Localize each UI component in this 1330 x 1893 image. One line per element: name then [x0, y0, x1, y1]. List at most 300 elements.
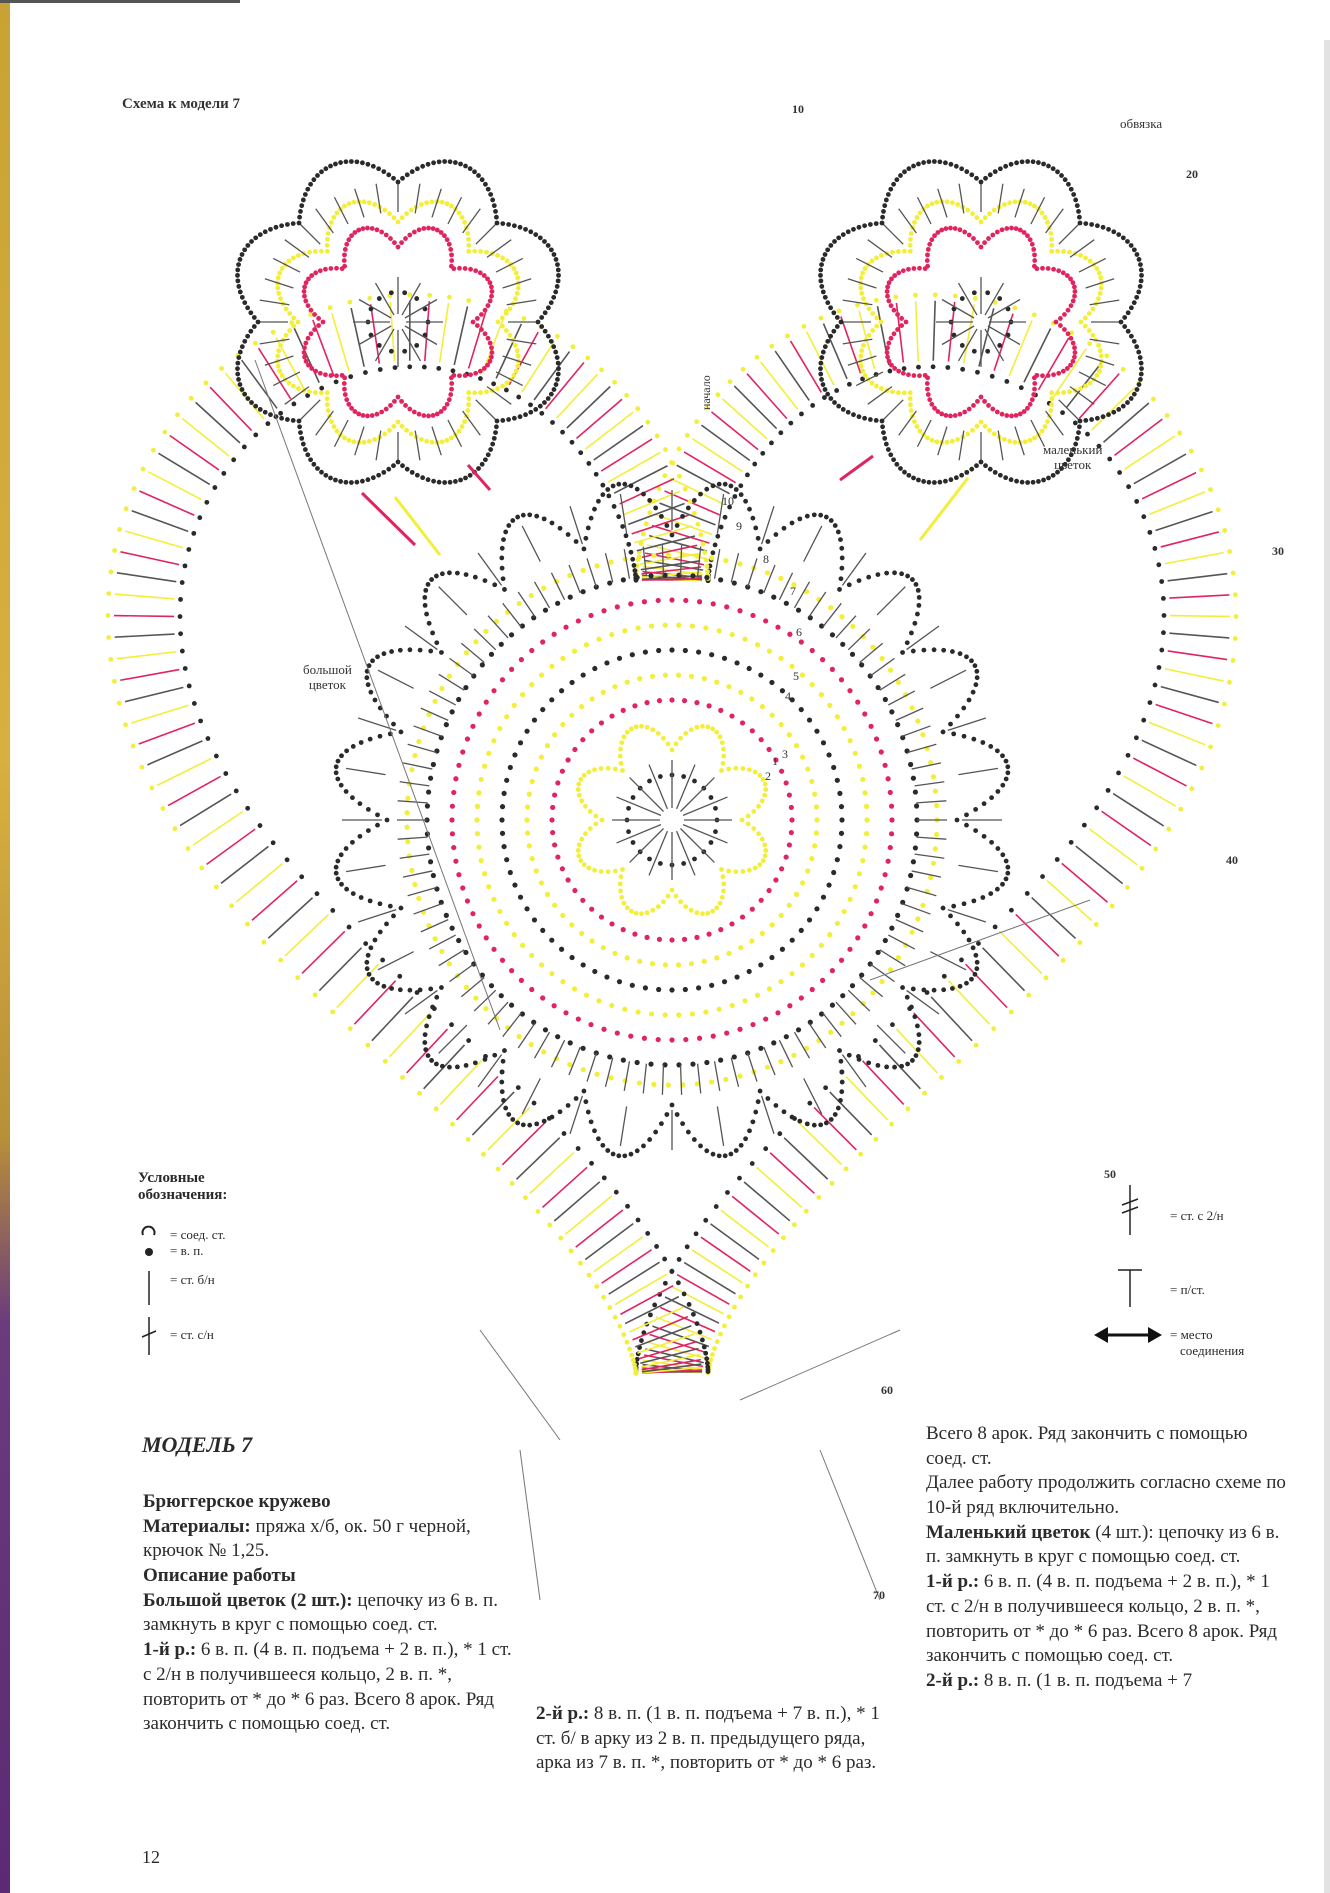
chain-dot	[726, 951, 731, 956]
chain-dot	[486, 751, 491, 756]
chain-dot	[962, 410, 967, 415]
chain-dot	[882, 872, 887, 877]
band-dot	[873, 1137, 878, 1142]
chain-dot	[280, 373, 285, 378]
chain-dot	[934, 803, 939, 808]
chain-dot	[458, 478, 463, 483]
chain-dot	[416, 739, 421, 744]
chain-dot	[964, 981, 969, 986]
chain-dot	[303, 341, 308, 346]
chain-dot	[276, 348, 281, 353]
chain-dot	[975, 960, 980, 965]
chain-dot	[491, 947, 496, 952]
chain-dot	[599, 869, 604, 874]
chain-dot	[674, 894, 679, 899]
chain-dot	[542, 239, 547, 244]
chain-dot	[368, 898, 373, 903]
chain-dot	[634, 724, 639, 729]
chain-dot	[449, 204, 454, 209]
chain-dot	[596, 1136, 601, 1141]
chain-dot	[404, 428, 409, 433]
band-dot	[1078, 940, 1083, 945]
chain-dot	[812, 512, 817, 517]
chain-dot	[555, 355, 560, 360]
band-stitch	[711, 1224, 759, 1259]
chain-dot	[402, 290, 407, 295]
chain-dot	[555, 284, 560, 289]
chain-dot	[879, 749, 884, 754]
chain-dot	[895, 312, 900, 317]
chain-dot	[905, 640, 910, 645]
chain-dot	[277, 271, 282, 276]
band-dot	[632, 1362, 637, 1367]
stitch-stroke	[715, 1061, 720, 1091]
chain-dot	[983, 215, 988, 220]
band-stitch	[457, 1076, 498, 1119]
band-dot	[1227, 549, 1232, 554]
chain-dot	[706, 932, 711, 937]
band-stitch	[747, 374, 787, 419]
chain-dot	[723, 1077, 728, 1082]
band-dot	[1013, 306, 1018, 311]
chain-dot	[629, 483, 634, 488]
chain-dot	[367, 200, 372, 205]
chain-dot	[599, 766, 604, 771]
chain-dot	[426, 1053, 431, 1058]
chain-dot	[870, 645, 875, 650]
chain-dot	[335, 777, 340, 782]
chain-dot	[805, 1121, 810, 1126]
chain-dot	[426, 162, 431, 167]
chain-dot	[821, 257, 826, 262]
chain-dot	[579, 837, 584, 842]
chain-dot	[884, 198, 889, 203]
band-stitch	[615, 1274, 667, 1304]
chain-dot	[874, 418, 879, 423]
band-dot	[1140, 866, 1145, 871]
chain-dot	[349, 159, 354, 164]
chain-dot	[1087, 328, 1092, 333]
chain-dot	[1088, 259, 1093, 264]
chain-dot	[538, 235, 543, 240]
chain-dot	[280, 266, 285, 271]
chain-dot	[545, 743, 550, 748]
paragraph	[143, 1589, 518, 1638]
band-dot	[231, 457, 236, 462]
chain-dot	[347, 438, 352, 443]
chain-dot	[720, 740, 725, 745]
chain-dot	[711, 601, 716, 606]
chain-dot	[819, 377, 824, 382]
chain-dot	[586, 1110, 591, 1115]
chain-dot	[596, 499, 601, 504]
chain-dot	[637, 676, 642, 681]
chain-dot	[732, 580, 737, 585]
band-stitch	[120, 552, 179, 565]
band-dot	[816, 1195, 821, 1200]
stitch-stroke	[378, 670, 414, 688]
chain-dot	[1076, 209, 1081, 214]
chain-dot	[750, 613, 755, 618]
chain-dot	[311, 462, 316, 467]
band-dot	[691, 1312, 696, 1317]
chain-dot	[847, 688, 852, 693]
chain-dot	[242, 300, 247, 305]
chain-dot	[235, 361, 240, 366]
chain-dot	[335, 429, 340, 434]
chain-dot	[1106, 412, 1111, 417]
chain-dot	[417, 412, 422, 417]
stitch-stroke	[448, 420, 462, 447]
chain-dot	[431, 873, 436, 878]
chain-dot	[549, 300, 554, 305]
chain-dot	[879, 386, 884, 391]
chain-dot	[882, 436, 887, 441]
chain-dot	[483, 1057, 488, 1062]
chain-dot	[466, 402, 471, 407]
stitch-stroke	[414, 726, 442, 736]
chain-dot	[1095, 416, 1100, 421]
chain-dot	[540, 928, 545, 933]
chain-dot	[650, 908, 655, 913]
chain-dot	[574, 539, 579, 544]
chain-dot	[824, 515, 829, 520]
chain-dot	[990, 407, 995, 412]
chain-dot	[739, 492, 744, 497]
stitch-stroke	[888, 691, 914, 705]
chain-dot	[249, 400, 254, 405]
join-arrow	[920, 478, 968, 540]
chain-dot	[504, 328, 509, 333]
chain-dot	[837, 844, 842, 849]
chain-dot	[663, 673, 668, 678]
stitch-stroke	[915, 854, 945, 858]
chain-dot	[609, 921, 614, 926]
chain-dot	[335, 211, 340, 216]
chain-dot	[1083, 418, 1088, 423]
band-dot	[330, 908, 335, 913]
chain-dot	[399, 240, 404, 245]
chain-dot	[399, 730, 404, 735]
band-dot	[677, 1257, 682, 1262]
chain-dot	[901, 371, 906, 376]
chain-dot	[365, 966, 370, 971]
chain-dot	[980, 895, 985, 900]
chain-dot	[819, 355, 824, 360]
chain-dot	[925, 252, 930, 257]
chain-dot	[757, 862, 762, 867]
band-dot	[888, 369, 893, 374]
chain-dot	[407, 407, 412, 412]
chain-dot	[997, 343, 1002, 348]
chain-dot	[342, 204, 347, 209]
chain-dot	[882, 763, 887, 768]
chain-dot	[504, 714, 509, 719]
chain-dot	[1056, 268, 1061, 273]
chain-dot	[656, 904, 661, 909]
chain-dot	[891, 182, 896, 187]
chain-dot	[794, 892, 799, 897]
chain-dot	[711, 1034, 716, 1039]
chain-dot	[1032, 252, 1037, 257]
chain-dot	[886, 776, 891, 781]
chain-dot	[434, 748, 439, 753]
band-stitch	[701, 425, 749, 460]
model-title: МОДЕЛЬ 7	[142, 1432, 253, 1457]
small-flower-label-line1: маленький	[1043, 442, 1103, 457]
chain-dot	[368, 945, 373, 950]
chain-dot	[499, 993, 504, 998]
band-dot	[1177, 430, 1182, 435]
stitch-stroke	[880, 950, 905, 966]
chain-dot	[235, 366, 240, 371]
chain-dot	[412, 230, 417, 235]
chain-dot	[1049, 249, 1054, 254]
chain-dot	[404, 810, 409, 815]
stitch-stroke	[448, 197, 462, 224]
chain-dot	[475, 316, 480, 321]
stitch-stroke	[551, 1040, 564, 1067]
chain-dot	[612, 684, 617, 689]
chain-dot	[895, 327, 900, 332]
chain-dot	[868, 724, 873, 729]
band-stitch	[1170, 616, 1230, 617]
chain-dot	[767, 986, 772, 991]
band-dot	[1189, 449, 1194, 454]
chain-dot	[941, 730, 946, 735]
chain-dot	[913, 845, 918, 850]
chain-dot	[448, 247, 453, 252]
chain-dot	[902, 169, 907, 174]
chain-dot	[805, 868, 810, 873]
chain-dot	[379, 230, 384, 235]
chain-dot	[740, 914, 745, 919]
chain-dot	[720, 895, 725, 900]
legend-title	[138, 1170, 227, 1205]
chain-dot	[948, 722, 953, 727]
chain-dot	[318, 268, 323, 273]
chain-dot	[550, 805, 555, 810]
chain-dot	[445, 237, 450, 242]
chain-dot	[918, 211, 923, 216]
chain-dot	[403, 403, 408, 408]
chain-dot	[1004, 226, 1009, 231]
chain-dot	[925, 387, 930, 392]
chain-dot	[675, 523, 680, 528]
chain-dot	[238, 257, 243, 262]
chain-dot	[1121, 404, 1126, 409]
chain-dot	[683, 598, 688, 603]
chain-dot	[484, 389, 489, 394]
chain-dot	[240, 252, 245, 257]
band-stitch	[440, 1061, 481, 1105]
chain-dot	[473, 1060, 478, 1065]
band-stitch	[1076, 846, 1123, 884]
chain-dot	[921, 479, 926, 484]
stitch-stroke	[535, 1032, 550, 1058]
chain-dot	[569, 922, 574, 927]
band-stitch	[948, 981, 989, 1025]
chain-dot	[703, 1009, 708, 1014]
chain-dot	[757, 773, 762, 778]
paragraph	[926, 1471, 1291, 1520]
chain-dot	[723, 482, 728, 487]
chain-dot	[847, 1053, 852, 1058]
stitch-stroke	[643, 1064, 646, 1094]
stitch-stroke	[403, 871, 432, 877]
chain-dot	[334, 770, 339, 775]
chain-dot	[581, 672, 586, 677]
chain-dot	[703, 625, 708, 630]
band-dot	[1032, 312, 1037, 317]
band-dot	[117, 527, 122, 532]
band-dot	[1106, 788, 1111, 793]
chain-dot	[960, 343, 965, 348]
chain-dot	[1018, 412, 1023, 417]
chain-dot	[669, 1037, 674, 1042]
chain-dot	[473, 639, 478, 644]
chain-dot	[553, 350, 558, 355]
chain-dot	[964, 169, 969, 174]
chain-dot	[578, 777, 583, 782]
chain-dot	[653, 1130, 658, 1135]
stitch-stroke	[662, 1065, 663, 1095]
chain-dot	[447, 961, 452, 966]
chain-dot	[1078, 386, 1083, 391]
chain-dot	[492, 203, 497, 208]
chain-dot	[325, 237, 330, 242]
chain-dot	[718, 927, 723, 932]
band-dot	[617, 1324, 622, 1329]
band-dot	[1208, 745, 1213, 750]
band-dot	[874, 298, 879, 303]
chain-dot	[860, 777, 865, 782]
chain-dot	[589, 516, 594, 521]
chain-dot	[339, 852, 344, 857]
band-dot	[745, 1284, 750, 1289]
chain-dot	[316, 316, 321, 321]
chain-dot	[1106, 227, 1111, 232]
chain-dot	[426, 789, 431, 794]
chain-dot	[405, 796, 410, 801]
band-stitch	[1161, 687, 1219, 703]
chain-dot	[962, 230, 967, 235]
band-stitch	[585, 1224, 633, 1260]
band-stitch	[196, 402, 240, 443]
chain-dot	[894, 462, 899, 467]
stitch-stroke	[882, 400, 903, 421]
chain-dot	[847, 582, 852, 587]
band-dot	[889, 1122, 894, 1127]
chain-dot	[774, 1103, 779, 1108]
chain-dot	[950, 439, 955, 444]
chain-dot	[605, 1148, 610, 1153]
chain-dot	[468, 372, 473, 377]
chain-dot	[1030, 242, 1035, 247]
stitch-stroke	[358, 718, 396, 730]
chain-dot	[863, 266, 868, 271]
chain-dot	[858, 286, 863, 291]
chain-dot	[998, 473, 1003, 478]
band-dot	[123, 722, 128, 727]
chain-dot	[420, 475, 425, 480]
chain-dot	[945, 440, 950, 445]
band-stitch	[522, 341, 554, 392]
chain-dot	[1054, 320, 1059, 325]
chain-dot	[426, 414, 431, 419]
band-dot	[677, 447, 682, 452]
chain-dot	[1121, 235, 1126, 240]
chain-dot	[359, 740, 364, 745]
band-dot	[199, 866, 204, 871]
chain-dot	[1075, 436, 1080, 441]
chain-dot	[449, 252, 454, 257]
chain-dot	[866, 1060, 871, 1065]
chain-dot	[840, 642, 845, 647]
band-dot	[427, 293, 432, 298]
chain-dot	[932, 159, 937, 164]
chain-dot	[874, 256, 879, 261]
band-dot	[491, 381, 496, 386]
chain-dot	[1075, 203, 1080, 208]
chain-dot	[499, 817, 504, 822]
band-dot	[278, 411, 283, 416]
band-dot	[630, 557, 635, 562]
join-arrow	[395, 497, 440, 555]
legend-half-double-text: = п/ст.	[1170, 1282, 1205, 1297]
chain-dot	[315, 466, 320, 471]
band-dot	[1231, 571, 1236, 576]
band-dot	[214, 754, 219, 759]
chain-dot	[1083, 384, 1088, 389]
chain-dot	[975, 215, 980, 220]
chain-dot	[884, 442, 889, 447]
stitch-stroke	[731, 1058, 738, 1087]
stitch-stroke	[630, 778, 664, 812]
chain-dot	[690, 623, 695, 628]
band-stitch	[117, 573, 176, 582]
stitch-stroke	[478, 553, 502, 585]
chain-dot	[714, 730, 719, 735]
band-dot	[178, 614, 183, 619]
chain-dot	[920, 732, 925, 737]
chain-dot	[636, 625, 641, 630]
chain-dot	[301, 442, 306, 447]
band-stitch	[351, 308, 364, 367]
chain-dot	[868, 222, 873, 227]
chain-dot	[807, 717, 812, 722]
chain-dot	[1014, 479, 1019, 484]
chain-dot	[622, 628, 627, 633]
band-stitch	[115, 594, 175, 599]
chain-dot	[814, 804, 819, 809]
chain-dot	[860, 369, 865, 374]
chain-dot	[778, 576, 783, 581]
chain-dot	[1049, 243, 1054, 248]
band-dot	[750, 1161, 755, 1166]
chain-dot	[732, 1054, 737, 1059]
chain-dot	[482, 764, 487, 769]
chain-dot	[612, 951, 617, 956]
chain-dot	[837, 1048, 842, 1053]
chain-dot	[839, 1069, 844, 1074]
chain-dot	[342, 252, 347, 257]
chain-dot	[287, 259, 292, 264]
chain-dot	[450, 804, 455, 809]
stitch-stroke	[476, 400, 497, 421]
chain-dot	[554, 382, 559, 387]
chain-dot	[450, 831, 455, 836]
